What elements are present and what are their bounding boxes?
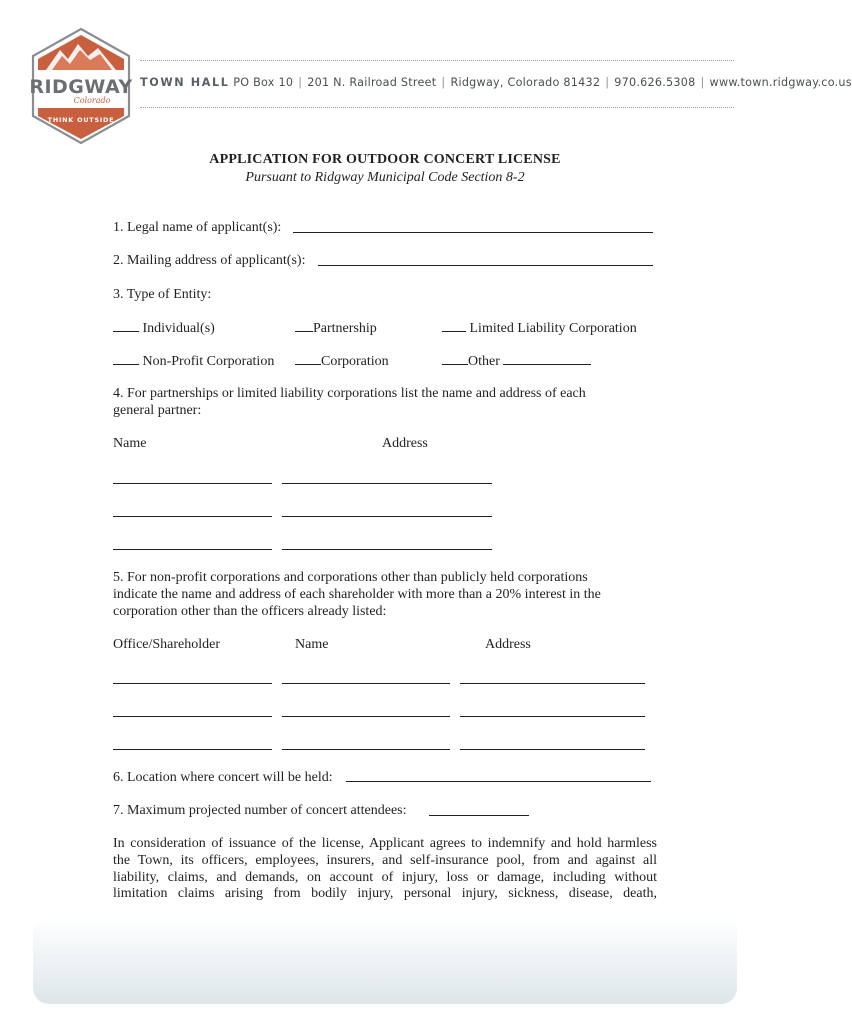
phone-number: 970.626.5308 (614, 76, 696, 89)
entity-option-partnership[interactable] (295, 319, 377, 337)
other-checkbox-blank[interactable] (442, 352, 468, 365)
entity-type-label: 3. Type of Entity: (113, 287, 212, 302)
header-rule-top (140, 60, 734, 61)
shareholder-address-field[interactable] (460, 716, 645, 717)
concert-location-label: 6. Location where concert will be held: (113, 770, 333, 785)
form-subtitle: Pursuant to Ridgway Municipal Code Section 8-2 (245, 170, 525, 185)
legal-name-label: 1. Legal name of applicant(s): (113, 220, 282, 235)
mailing-address-field[interactable] (318, 265, 653, 266)
indemnity-line3: liability, claims, and demands, on account of injury, loss or damage, including without (113, 870, 657, 885)
shareholder-office-field[interactable] (113, 683, 272, 684)
entity-option-corporation[interactable] (295, 352, 389, 370)
svg-text:Colorado: Colorado (73, 96, 111, 105)
partner-address-field[interactable] (282, 516, 492, 517)
letterhead-contact: TOWN HALL PO Box 10 | 201 N. Railroad Street | Ridgway, Colorado 81432 | 970.626.5308 | www.town.ridgway.co.us (140, 76, 852, 89)
shareholder-name-field[interactable] (282, 683, 450, 684)
attendees-field[interactable] (429, 815, 529, 816)
shareholder-office-field[interactable] (113, 716, 272, 717)
shareholders-name-header: Name (295, 637, 329, 652)
shareholders-question-line2: indicate the name and address of each shareholder with more than a 20% interest in the (113, 587, 601, 602)
legal-name-field[interactable] (293, 232, 653, 233)
svg-text:RIDGWAY: RIDGWAY (29, 76, 133, 98)
mailing-address-label: 2. Mailing address of applicant(s): (113, 253, 306, 268)
indemnity-line4: limitation claims arising from bodily injury, personal injury, sickness, disease, death, (113, 886, 657, 901)
llc-checkbox-blank[interactable] (442, 319, 466, 332)
entity-option-nonprofit[interactable] (113, 352, 274, 370)
other-specify-field[interactable] (503, 352, 591, 365)
partnership-checkbox-blank[interactable] (295, 319, 313, 332)
indemnity-line2: the Town, its officers, employees, insurers, and self-insurance pool, from and against all (113, 853, 657, 868)
partnership-label: Partnership (313, 321, 377, 336)
shareholders-question-line1: 5. For non-profit corporations and corporations other than publicly held corporations (113, 570, 588, 585)
partner-address-field[interactable] (282, 483, 492, 484)
partners-name-header: Name (113, 436, 147, 451)
ridgway-logo (28, 26, 134, 146)
entity-option-individual[interactable] (113, 319, 215, 337)
shareholder-address-field[interactable] (460, 749, 645, 750)
partner-name-field[interactable] (113, 516, 272, 517)
website-link[interactable]: www.town.ridgway.co.us (709, 76, 852, 89)
nonprofit-label: Non-Profit Corporation (142, 354, 275, 369)
partners-address-header: Address (382, 436, 428, 451)
concert-location-field[interactable] (346, 781, 651, 782)
attendees-label: 7. Maximum projected number of concert attendees: (113, 803, 407, 818)
other-label: Other (468, 354, 500, 369)
svg-text:THINK OUTSIDE: THINK OUTSIDE (47, 116, 115, 124)
partner-name-field[interactable] (113, 549, 272, 550)
form-title: APPLICATION FOR OUTDOOR CONCERT LICENSE (209, 152, 561, 167)
corporation-label: Corporation (321, 354, 389, 369)
entity-option-other[interactable] (442, 352, 591, 370)
partner-name-field[interactable] (113, 483, 272, 484)
shareholder-name-field[interactable] (282, 749, 450, 750)
individual-checkbox-blank[interactable] (113, 319, 139, 332)
footer-decoration (33, 916, 737, 1004)
street-address: 201 N. Railroad Street (307, 76, 437, 89)
indemnity-line1: In consideration of issuance of the license, Applicant agrees to indemnify and hold harmless (113, 836, 657, 851)
entity-option-llc[interactable] (442, 319, 637, 337)
town-hall-label: TOWN HALL (140, 76, 230, 89)
individual-label: Individual(s) (142, 321, 215, 336)
header-rule-bottom (140, 107, 734, 108)
partners-question-line2: general partner: (113, 403, 202, 418)
shareholder-address-field[interactable] (460, 683, 645, 684)
shareholders-question-line3: corporation other than the officers already listed: (113, 604, 387, 619)
nonprofit-checkbox-blank[interactable] (113, 352, 139, 365)
corporation-checkbox-blank[interactable] (295, 352, 321, 365)
partners-question-line1: 4. For partnerships or limited liability corporations list the name and address of each (113, 386, 586, 401)
city-state-zip: Ridgway, Colorado 81432 (450, 76, 601, 89)
partner-address-field[interactable] (282, 549, 492, 550)
shareholders-address-header: Address (485, 637, 531, 652)
shareholders-office-header: Office/Shareholder (113, 637, 221, 652)
shareholder-name-field[interactable] (282, 716, 450, 717)
po-box: PO Box 10 (233, 76, 294, 89)
shareholder-office-field[interactable] (113, 749, 272, 750)
llc-label: Limited Liability Corporation (469, 321, 637, 336)
